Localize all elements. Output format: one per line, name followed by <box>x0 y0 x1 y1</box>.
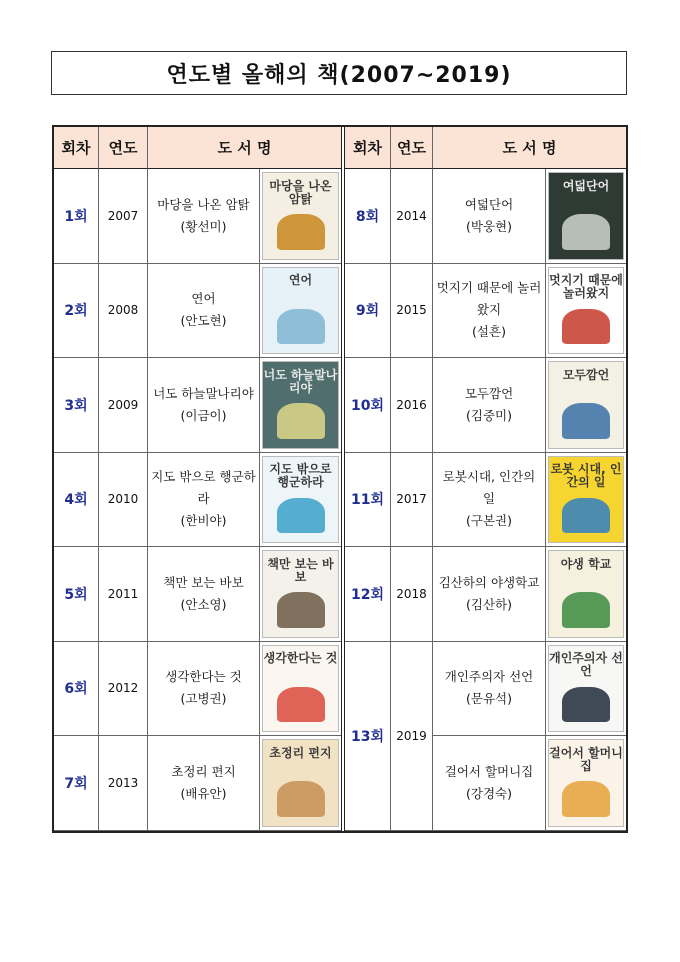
book-cover-image <box>548 267 624 355</box>
book-title: 김산하의 야생학교 <box>438 574 540 590</box>
cover-illustration <box>562 498 609 534</box>
header-round: 회차 <box>54 127 99 169</box>
book-author: (김중미) <box>466 407 512 423</box>
cover-title-text: 너도 하늘말나리야 <box>263 367 338 395</box>
cover-illustration <box>277 309 325 345</box>
round-number: 9회 <box>345 264 391 359</box>
book-cover-image <box>262 550 339 638</box>
book-cover-cell <box>260 169 341 264</box>
book-title-cell <box>433 169 546 264</box>
book-title-cell <box>148 642 260 737</box>
book-cover-cell <box>546 736 626 831</box>
book-cover-image <box>548 456 624 544</box>
header-year: 연도 <box>391 127 433 169</box>
book-cover-image <box>262 172 339 260</box>
book-author: (한비야) <box>180 513 227 529</box>
cover-title-text: 모두깜언 <box>562 367 610 382</box>
cover-title-text: 책만 보는 바보 <box>267 556 334 584</box>
round-number: 8회 <box>345 169 391 264</box>
book-title-cell <box>148 736 260 831</box>
year: 2014 <box>391 169 433 264</box>
table-right-half <box>345 127 626 831</box>
book-title-cell <box>433 453 546 548</box>
book-cover-cell <box>546 169 626 264</box>
cover-illustration <box>562 214 609 250</box>
book-cover-image <box>548 645 624 733</box>
round-number: 5회 <box>54 547 99 642</box>
book-cover-cell <box>260 453 341 548</box>
book-cover-cell <box>546 453 626 548</box>
cover-title-text: 걸어서 할머니집 <box>549 745 623 773</box>
book-cover-image <box>262 739 339 827</box>
year: 2008 <box>99 264 148 359</box>
round-number: 4회 <box>54 453 99 548</box>
round-number: 10회 <box>345 358 391 453</box>
cover-title-text: 야생 학교 <box>560 556 612 571</box>
round-number: 7회 <box>54 736 99 831</box>
book-cover-cell <box>260 358 341 453</box>
year: 2010 <box>99 453 148 548</box>
cover-illustration <box>277 687 325 723</box>
year: 2016 <box>391 358 433 453</box>
header-book: 도 서 명 <box>148 127 341 169</box>
book-title: 지도 밖으로 행군하라 <box>151 469 256 507</box>
cover-title-text: 마당을 나온 암탉 <box>269 178 332 206</box>
year: 2019 <box>391 642 433 831</box>
round-number: 11회 <box>345 453 391 548</box>
book-title: 연어 <box>191 291 216 307</box>
table-left-half <box>54 127 341 831</box>
book-title-cell <box>433 547 546 642</box>
book-author: (박웅현) <box>466 218 512 234</box>
book-author: (고병권) <box>180 691 227 707</box>
book-author: (안소영) <box>180 596 227 612</box>
year: 2015 <box>391 264 433 359</box>
year: 2007 <box>99 169 148 264</box>
book-title: 걸어서 할머니집 <box>444 763 534 779</box>
book-title: 초정리 편지 <box>171 763 236 779</box>
book-title-cell <box>433 264 546 359</box>
header-book: 도 서 명 <box>433 127 626 169</box>
book-cover-image <box>548 550 624 638</box>
cover-title-text: 초정리 편지 <box>269 745 332 760</box>
cover-illustration <box>562 687 609 723</box>
book-author: (강경숙) <box>466 785 512 801</box>
cover-illustration <box>277 592 325 628</box>
book-title-cell <box>433 358 546 453</box>
book-author: (안도현) <box>180 313 227 329</box>
round-number: 12회 <box>345 547 391 642</box>
book-cover-cell <box>260 264 341 359</box>
cover-illustration <box>562 592 609 628</box>
cover-title-text: 멋지기 때문에 놀러왔지 <box>549 273 623 301</box>
book-cover-image <box>262 456 339 544</box>
book-cover-cell <box>260 642 341 737</box>
book-cover-image <box>548 361 624 449</box>
year: 2017 <box>391 453 433 548</box>
book-title-cell <box>148 169 260 264</box>
book-author: (설흔) <box>472 324 506 340</box>
book-title: 여덟단어 <box>464 196 514 212</box>
cover-title-text: 로봇 시대, 인간의 일 <box>550 462 622 490</box>
book-title: 개인주의자 선언 <box>444 669 534 685</box>
page-title: 연도별 올해의 책(2007~2019) <box>166 62 512 88</box>
book-title-cell <box>148 358 260 453</box>
book-cover-image <box>262 267 339 355</box>
book-title-cell <box>148 547 260 642</box>
cover-illustration <box>277 781 325 817</box>
book-cover-image <box>262 361 339 449</box>
cover-title-text: 지도 밖으로 행군하라 <box>269 462 332 490</box>
book-title: 모두깜언 <box>464 385 514 401</box>
book-author: (문유석) <box>466 691 512 707</box>
cover-title-text: 연어 <box>288 273 313 288</box>
book-cover-image <box>548 739 624 827</box>
book-author: (이금이) <box>180 407 227 423</box>
year: 2009 <box>99 358 148 453</box>
book-cover-cell <box>260 547 341 642</box>
book-author: (배유안) <box>180 785 227 801</box>
round-number: 2회 <box>54 264 99 359</box>
book-author: (김산하) <box>466 596 512 612</box>
book-cover-cell <box>260 736 341 831</box>
book-table <box>52 125 628 833</box>
year: 2011 <box>99 547 148 642</box>
book-title: 마당을 나온 암탉 <box>157 196 250 212</box>
book-title-cell <box>433 642 546 737</box>
round-number: 1회 <box>54 169 99 264</box>
header-round: 회차 <box>345 127 391 169</box>
year: 2012 <box>99 642 148 737</box>
round-number: 3회 <box>54 358 99 453</box>
book-title: 멋지기 때문에 놀러왔지 <box>436 280 542 318</box>
round-number: 13회 <box>345 642 391 831</box>
book-cover-cell <box>546 547 626 642</box>
cover-title-text: 여덟단어 <box>562 178 610 193</box>
cover-illustration <box>562 781 609 817</box>
book-author: (구본권) <box>466 513 512 529</box>
book-title: 책만 보는 바보 <box>163 574 244 590</box>
book-cover-cell <box>546 358 626 453</box>
cover-illustration <box>277 214 325 250</box>
book-title: 너도 하늘말나리야 <box>153 385 254 401</box>
book-cover-cell <box>546 264 626 359</box>
round-number: 6회 <box>54 642 99 737</box>
cover-illustration <box>562 403 609 439</box>
book-title: 생각한다는 것 <box>165 669 242 685</box>
book-title-cell <box>433 736 546 831</box>
cover-illustration <box>562 309 609 345</box>
title-box <box>51 51 627 95</box>
cover-illustration <box>277 403 325 439</box>
book-author: (황선미) <box>180 218 227 234</box>
book-title: 로봇시대, 인간의 일 <box>442 469 536 507</box>
book-cover-image <box>262 645 339 733</box>
header-year: 연도 <box>99 127 148 169</box>
cover-illustration <box>277 498 325 534</box>
year: 2018 <box>391 547 433 642</box>
cover-title-text: 생각한다는 것 <box>263 651 338 666</box>
book-cover-image <box>548 172 624 260</box>
book-cover-cell <box>546 642 626 737</box>
year: 2013 <box>99 736 148 831</box>
book-title-cell <box>148 453 260 548</box>
cover-title-text: 개인주의자 선언 <box>549 651 623 679</box>
book-title-cell <box>148 264 260 359</box>
